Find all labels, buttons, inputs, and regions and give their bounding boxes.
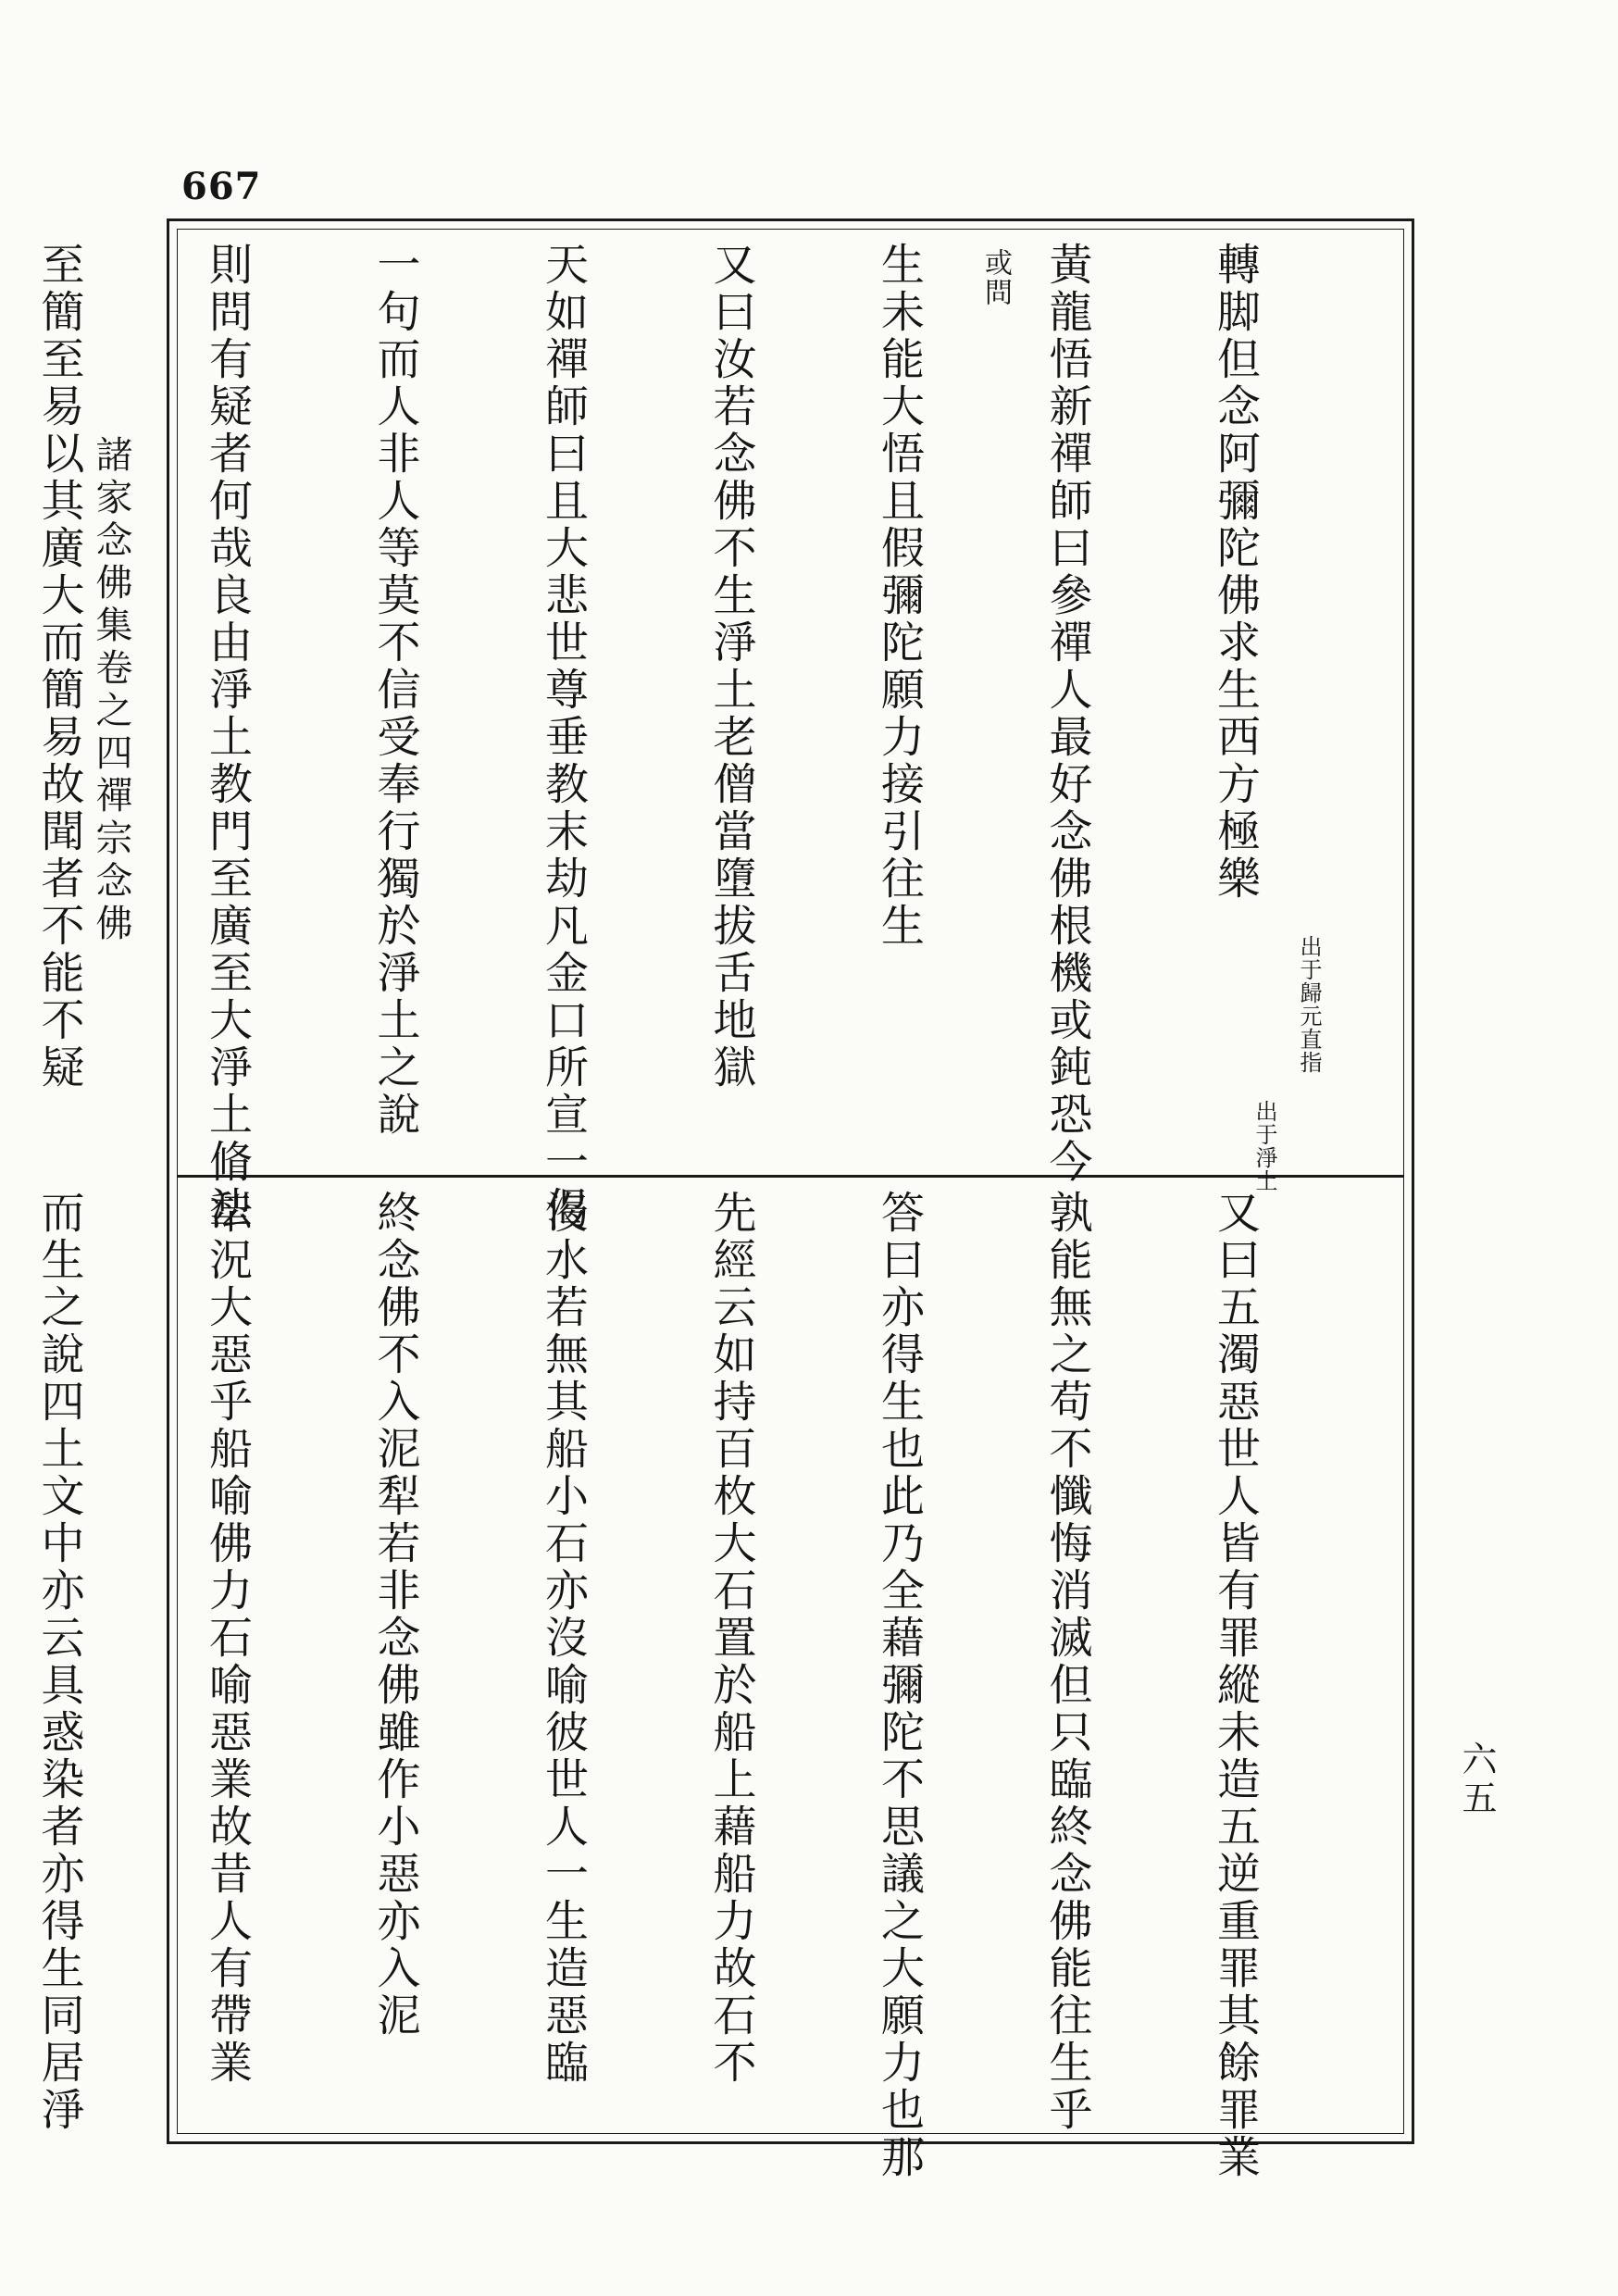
lower-column: 終念佛不入泥犁若非念佛雖作小惡亦入泥	[369, 1190, 421, 2040]
upper-column: 一句而人非人等莫不信受奉行獨於淨土之說	[369, 242, 421, 1139]
lower-column: 而生之說四土文中亦云具惑染者亦得生同居淨	[33, 1190, 85, 2134]
upper-column: 則問有疑者何哉良由淨土教門至廣至大淨土脩法	[202, 242, 253, 1233]
upper-column: 至簡至易以其廣大而簡易故聞者不能不疑	[33, 242, 85, 1092]
section-divider	[177, 1175, 1404, 1178]
lower-column: 答曰亦得生也此乃全藉彌陀不思議之大願力也那	[874, 1190, 925, 2181]
upper-column: 轉脚但念阿彌陀佛求生西方極樂	[1210, 242, 1261, 903]
lower-column: 又曰五濁惡世人皆有罪縱未造五逆重罪其餘罪業	[1210, 1190, 1261, 2181]
running-head: 諸家念佛集卷之四禪宗念佛	[90, 435, 132, 946]
upper-column: 生未能大悟且假彌陀願力接引往生	[874, 242, 925, 950]
lower-column: 犁況大惡乎船喻佛力石喻惡業故昔人有帶業	[202, 1190, 253, 2087]
upper-column: 天如禪師曰且大悲世尊垂教末劫凡金口所宣一偈	[538, 242, 589, 1233]
source-note: 出于歸元直指	[1296, 935, 1322, 1074]
lower-text-block	[0, 1190, 1375, 2181]
page-number: 667	[181, 165, 262, 208]
upper-column: 黃龍悟新禪師曰參禪人最好念佛根機或鈍恐今	[1041, 242, 1093, 1186]
folio: 六五	[1456, 1741, 1497, 1818]
lower-column: 沒水若無其船小石亦沒喻彼世人一生造惡臨	[538, 1190, 589, 2087]
question-label: 或問	[979, 248, 1012, 307]
upper-column: 又曰汝若念佛不生淨土老僧當墮拔舌地獄	[705, 242, 757, 1092]
lower-column: 孰能無之苟不懺悔消滅但只臨終念佛能往生乎	[1041, 1190, 1093, 2134]
source-note: 出于淨土	[1251, 1100, 1277, 1192]
lower-column: 先經云如持百枚大石置於船上藉船力故石不	[705, 1190, 757, 2087]
